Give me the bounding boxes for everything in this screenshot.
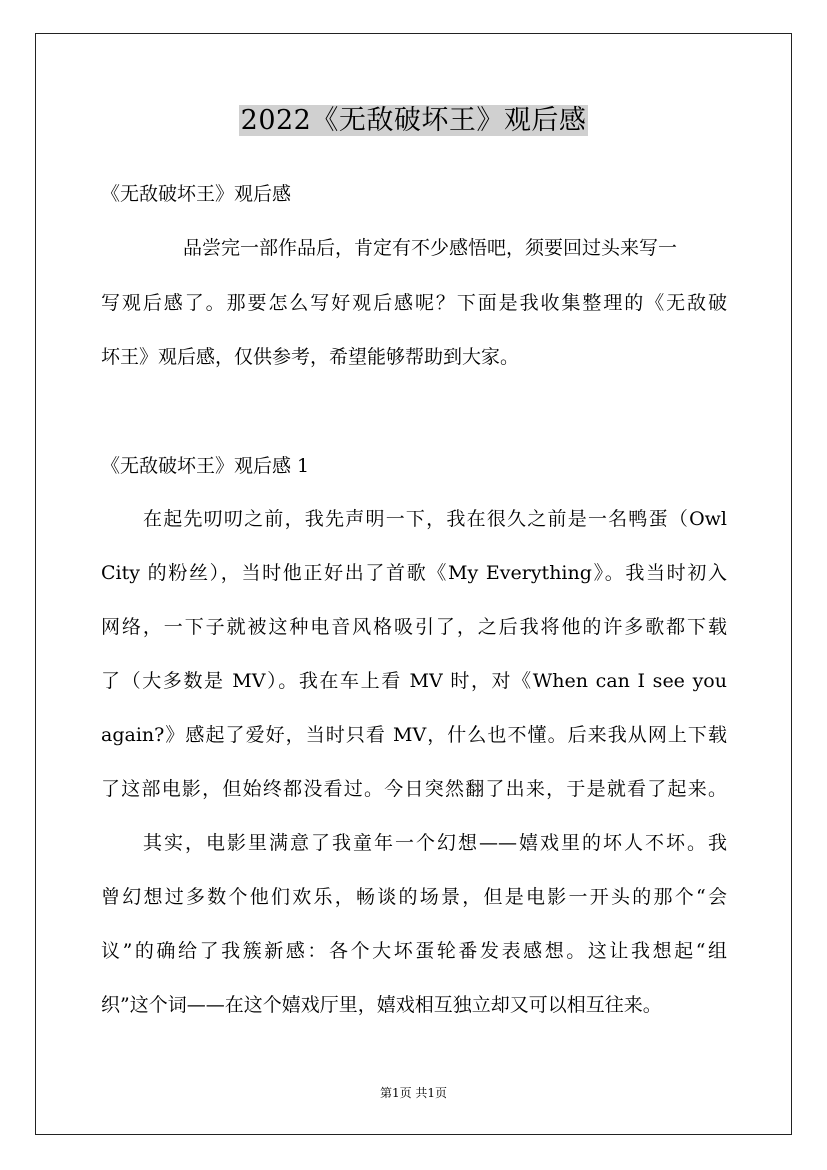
paragraph-line: 了这部电影，但始终都没看过。今日突然翻了出来，于是就看了起来。 [101,778,727,800]
paragraph-line: 曾幻想过多数个他们欢乐，畅谈的场景，但是电影一开头的那个“会 [101,886,727,908]
paragraph-line: 了（大多数是 MV）。我在车上看 MV 时，对《When can I see you [101,670,727,692]
paragraph-line: City 的粉丝），当时他正好出了首歌《My Everything》。我当时初入 [101,562,727,584]
paragraph-line: 在起先叨叨之前，我先声明一下，我在很久之前是一名鸭蛋（Owl [143,508,727,530]
section-heading: 《无敌破坏王》观后感 1 [101,455,310,477]
document-title: 2022《无敌破坏王》观后感 [240,105,587,136]
page-footer: 第1页 共1页 [379,1086,448,1100]
paragraph-line: again?》感起了爱好，当时只看 MV，什么也不懂。后来我从网上下载 [101,724,727,746]
intro-line: 品尝完一部作品后，肯定有不少感悟吧，须要回过头来写一 [183,237,678,259]
intro-line: 坏王》观后感，仅供参考，希望能够帮助到大家。 [101,346,520,368]
intro-line: 写观后感了。那要怎么写好观后感呢？下面是我收集整理的《无敌破 [101,292,727,314]
paragraph-line: 网络，一下子就被这种电音风格吸引了，之后我将他的许多歌都下载 [101,616,727,638]
paragraph-line: 议”的确给了我簇新感：各个大坏蛋轮番发表感想。这让我想起“组 [101,940,727,962]
intro-heading: 《无敌破坏王》观后感 [101,183,292,205]
paragraph-line: 其实，电影里满意了我童年一个幻想——嬉戏里的坏人不坏。我 [143,832,727,854]
paragraph-line: 织”这个词——在这个嬉戏厅里，嬉戏相互独立却又可以相互往来。 [101,994,662,1016]
